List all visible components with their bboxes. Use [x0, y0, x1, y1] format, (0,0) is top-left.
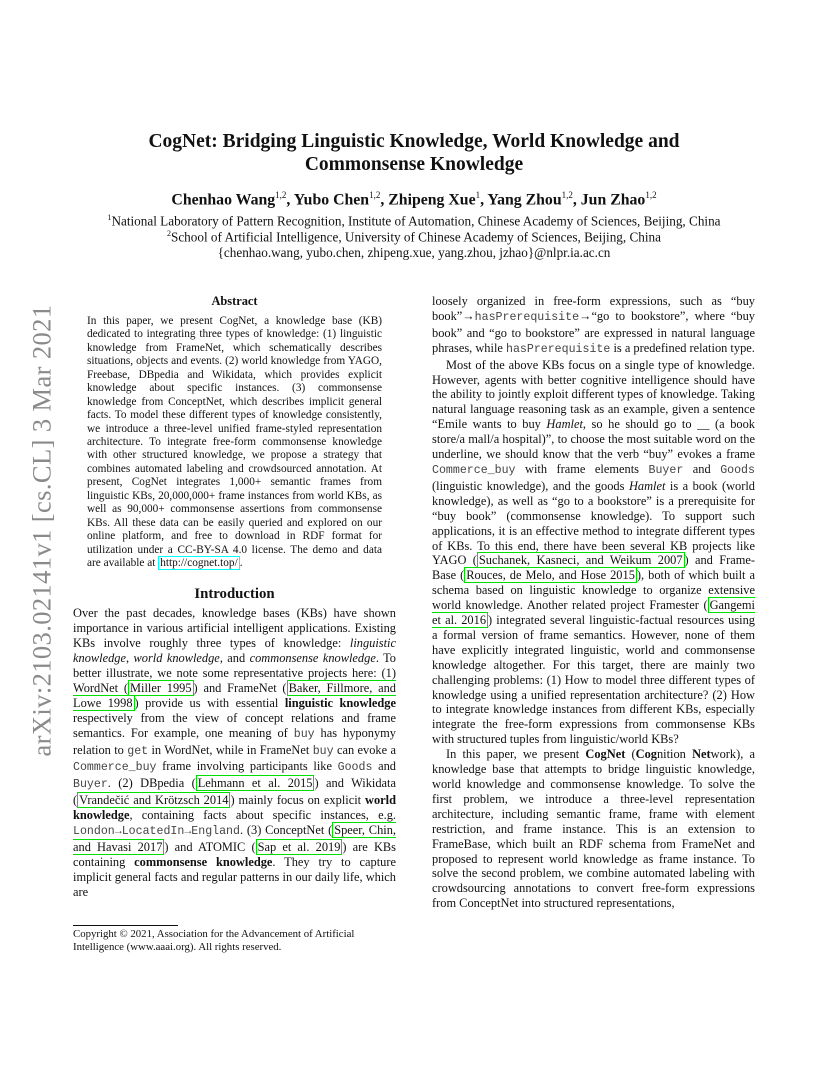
abstract-heading: Abstract — [211, 294, 258, 308]
demo-url-link[interactable]: http://cognet.top/ — [160, 557, 238, 570]
affiliation-text: National Laboratory of Pattern Recognition, Institute of Automation, Chinese Academy of Sciences, Beijing, China — [111, 213, 721, 229]
citation-link[interactable]: Speer, Chin, and Havasi 2017 — [73, 823, 396, 855]
author-name: Yang Zhou — [487, 191, 562, 209]
author-affil-marker: 1,2 — [561, 190, 573, 200]
affiliation-marker: 1 — [107, 213, 112, 222]
introduction-heading: Introduction — [194, 585, 275, 602]
citation-link[interactable]: Baker, Fillmore, and Lowe 1998 — [73, 680, 396, 710]
arxiv-identifier: arXiv:2103.02141v1 [cs.CL] 3 Mar 2021 — [26, 304, 57, 756]
paper-title: CogNet: Bridging Linguistic Knowledge, World Knowledge and Commonsense Knowledge — [148, 131, 680, 175]
copyright-notice: Copyright © 2021, Association for the Advancement of Artificial Intelligence (www.aaai.org). All rights reserved. — [73, 928, 355, 953]
citation-link[interactable]: Lehmann et al. 2015 — [197, 776, 313, 791]
affiliation-text: School of Artificial Intelligence, University of Chinese Academy of Sciences, Beijing, China — [170, 229, 662, 245]
abstract-text: In this paper, we present CogNet, a knowledge base (KB) dedicated to integrating three types of knowledge: (1) linguistic knowledge from FrameNet, which schematically describes situations, objects and events. (2) world knowledge from YAGO, Freebase, DBpedia and Wikidata, which provides explicit knowledge about specific instances. (3) commonsense knowledge from ConceptNet, which describes implicit general facts. To model these different types of knowledge consistently, we introduce a three-level unified frame-styled representation architecture. To integrate free-form commonsense knowledge with other structured knowledge, we propose a strategy that combines automated labeling and crowdsourced annotation. At present, CogNet integrates 1,000+ semantic frames from linguistic KBs, 20,000,000+ frame instances from world KBs, as well as 90,000+ commonsense assertions from commonsense KBs. All these data can be easily queried and explored on our online platform, and free to download in RDF format for utilization under a CC-BY-SA 4.0 license. The demo and data are available at http://cognet.top/ . — [87, 314, 382, 570]
author-emails: {chenhao.wang, yubo.chen, zhipeng.xue, yang.zhou, jzhao}@nlpr.ia.ac.cn — [217, 245, 611, 260]
affiliation-marker: 2 — [166, 229, 171, 238]
body-paragraph: In this paper, we present CogNet (Cognition Network), a knowledge base that attempts to bridge linguistic knowledge, world knowledge and commonsense knowledge. To solve the first problem, we introduce a three-level representation architecture, including semantic frame, frame with element restriction, and frame instance. This is an extension to FrameBase, which built an RDF schema from FrameNet and proposed to represent world knowledge as frame instance. To solve the second problem, we combine automated labeling with crowdsourcing annotations to convert free-form expressions from ConceptNet into structured representations, — [432, 747, 755, 911]
author-affil-marker: 1 — [475, 190, 481, 200]
citation-link[interactable]: Vrandečić and Krötzsch 2014 — [79, 793, 229, 808]
footnote-divider — [73, 925, 178, 926]
author-name: Jun Zhao — [580, 191, 646, 209]
right-column — [432, 294, 755, 911]
body-paragraph: loosely organized in free-form expressions, such as “buy book”→hasPrerequisite→“go to bookstore”, where “buy book” and “go to bookstore” are expressed in natural language phrases, while hasPrerequisite is a predefined relation type. — [432, 294, 755, 356]
affiliation-2 — [80, 229, 748, 245]
author-name: Yubo Chen — [293, 191, 370, 209]
left-column — [73, 294, 396, 900]
body-paragraph: Most of the above KBs focus on a single type of knowledge. However, agents with better cognitive intelligence should have the ability to jointly exploit different types of knowledge. Taking natural language reasoning task as an example, given a sentence “Emile wants to buy Hamlet, so he should go to __ (a book store/a mall/a hospital)”, to choose the most suitable word on the underline, we should know that the verb “buy” evokes a frame Commerce_buy with frame elements Buyer and Goods (linguistic knowledge), and the goods Hamlet is a book (world knowledge), as well as “go to a bookstore” is a prerequisite for “buy book” (commonsense knowledge). To support such applications, it is an effective method to integrate different types of KBs. To this end, there have been several KB projects like YAGO ( Suchanek, Kasneci, and Weikum 2007 ) and Frame-Base ( Rouces, de Melo, and Hose 2015 ), both of which built a schema based on linguistic knowledge to organize extensive world knowledge. Another related project Framester ( Gangemi et al. 2016 ) integrated several linguistic-factual resources using a formal version of frame semantics. However, none of them have explicitly integrated linguistic, world and commonsense knowledge altogether. For this target, there are mainly two challenging problems: (1) How to model three different types of knowledge using a unified representation architecture? (2) How to integrate knowledge instances from different KBs, especially integrate the free-form expressions from commonsense KBs with structured tuples from linguistic/world KBs? — [432, 357, 756, 747]
author-affil-marker: 1,2 — [369, 190, 381, 200]
citation-link[interactable]: Sap et al. 2019 — [257, 840, 341, 855]
citation-link[interactable]: Suchanek, Kasneci, and Weikum 2007 — [478, 553, 683, 568]
author-affil-marker: 1,2 — [275, 190, 287, 200]
intro-paragraph: Over the past decades, knowledge bases (KBs) have shown importance in various artificial intelligent applications. Existing KBs involve roughly three types of knowledge: linguistic knowledge, world knowledge, and commonsense knowledge. To better illustrate, we note some representative projects here: (1) WordNet ( Miller 1995 ) and FrameNet ( Baker, Fillmore, and Lowe 1998 ) provide us with essential linguistic knowledge respectively from the view of concept relations and frame semantics. For example, one meaning of buy has hyponymy relation to get in WordNet, while in FrameNet buy can evoke a Commerce_buy frame involving participants like Goods and Buyer. (2) DBpedia ( Lehmann et al. 2015 ) and Wikidata ( Vrandečić and Krötzsch 2014 ) mainly focus on explicit world knowledge, containing facts about specific instances, e.g. London→LocatedIn→England. (3) ConceptNet ( Speer, Chin, and Havasi 2017 ) and ATOMIC ( Sap et al. 2019 ) are KBs containing commonsense knowledge. They try to capture implicit general facts and regular patterns in our daily life, which are — [73, 606, 397, 899]
author-affil-marker: 1,2 — [645, 190, 657, 200]
citation-link[interactable]: Miller 1995 — [130, 680, 192, 695]
citation-link[interactable]: Gangemi et al. 2016 — [432, 598, 755, 628]
citation-link[interactable]: Rouces, de Melo, and Hose 2015 — [466, 568, 635, 583]
author-name: Zhipeng Xue — [388, 191, 476, 209]
arxiv-stamp — [22, 290, 62, 770]
affiliation-1 — [80, 213, 748, 229]
author-name: Chenhao Wang — [171, 191, 276, 209]
author-list: Chenhao Wang$^{1,2}$, Yubo Chen$^{1,2}$, Zhipeng Xue$^1$, Yang Zhou$^{1,2}$, Jun Zhao$^{1,2}$ — [171, 190, 657, 209]
